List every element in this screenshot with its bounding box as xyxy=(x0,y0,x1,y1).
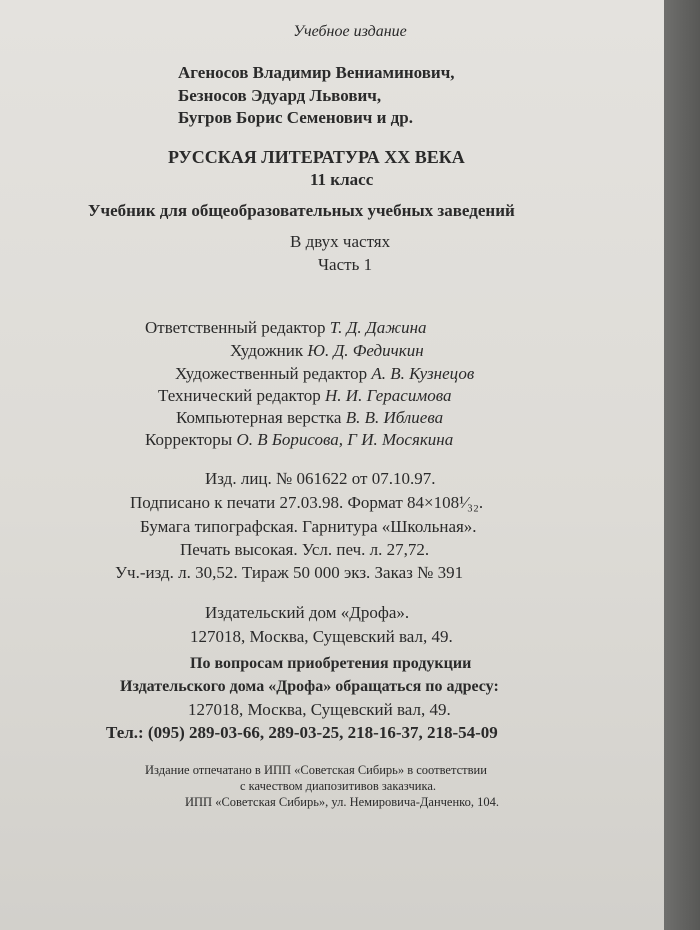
sales-line-2: Издательского дома «Дрофа» обращаться по адресу: xyxy=(120,678,499,695)
book-title: РУССКАЯ ЛИТЕРАТУРА XX ВЕКА xyxy=(168,147,465,167)
license-line: Изд. лиц. № 061622 от 07.10.97. xyxy=(205,469,436,488)
book-spine-shadow xyxy=(664,0,700,930)
credit-role: Ответственный редактор xyxy=(145,318,326,337)
sales-phones xyxy=(106,723,498,743)
signed-line: Подписано к печати 27.03.98. Формат 84×108¹⁄₃₂. xyxy=(130,493,484,512)
sales-phones-text: Тел.: (095) 289-03-66, 289-03-25, 218-16-37, 218-54-09 xyxy=(106,723,498,742)
credit-role: Художественный редактор xyxy=(175,364,368,383)
author-line-3: Бугров Борис Семенович и др. xyxy=(178,108,413,127)
credit-line-3 xyxy=(175,364,474,384)
credit-line-2 xyxy=(230,341,424,361)
credit-role: Технический редактор xyxy=(158,386,321,405)
credit-line-4 xyxy=(158,386,451,406)
author-line-1: Агеносов Владимир Вениаминович, xyxy=(178,63,455,82)
publisher-name: Издательский дом «Дрофа». xyxy=(205,603,410,622)
credit-line-1 xyxy=(145,318,427,338)
credit-role: Компьютерная верстка xyxy=(176,408,342,427)
credit-role: Корректоры xyxy=(145,430,233,449)
part-number: Часть 1 xyxy=(318,255,373,274)
credit-name: В. В. Иблиева xyxy=(345,408,444,427)
book-subtitle: Учебник для общеобразовательных учебных заведений xyxy=(88,201,515,220)
sales-address: 127018, Москва, Сущевский вал, 49. xyxy=(188,700,451,719)
credit-name: А. В. Кузнецов xyxy=(371,364,475,383)
credit-line-6 xyxy=(145,430,453,450)
printer-line-3: ИПП «Советская Сибирь», ул. Немировича-Данченко, 104. xyxy=(185,795,499,809)
print-run-line: Уч.-изд. л. 30,52. Тираж 50 000 экз. Заказ № 391 xyxy=(115,563,464,582)
credit-name: Ю. Д. Федичкин xyxy=(307,341,424,360)
author-line-2: Безносов Эдуард Львович, xyxy=(178,86,382,105)
credit-name: Т. Д. Дажина xyxy=(329,318,427,337)
credit-name: О. В Борисова, Г И. Мосякина xyxy=(236,430,454,449)
credit-name: Н. И. Герасимова xyxy=(325,386,452,405)
grade: 11 класс xyxy=(310,170,374,189)
publisher-address: 127018, Москва, Сущевский вал, 49. xyxy=(190,627,453,646)
credit-line-5 xyxy=(176,408,443,428)
edition-type: Учебное издание xyxy=(293,23,407,40)
paper-line: Бумага типографская. Гарнитура «Школьная». xyxy=(140,517,477,536)
printer-line-1: Издание отпечатано в ИПП «Советская Сибирь» в соответствии xyxy=(145,763,487,777)
printer-line-2: с качеством диапозитивов заказчика. xyxy=(240,779,437,793)
credit-role: Художник xyxy=(230,341,304,360)
sales-line-1: По вопросам приобретения продукции xyxy=(190,655,472,672)
parts-note: В двух частях xyxy=(290,232,391,251)
press-line: Печать высокая. Усл. печ. л. 27,72. xyxy=(180,540,430,559)
